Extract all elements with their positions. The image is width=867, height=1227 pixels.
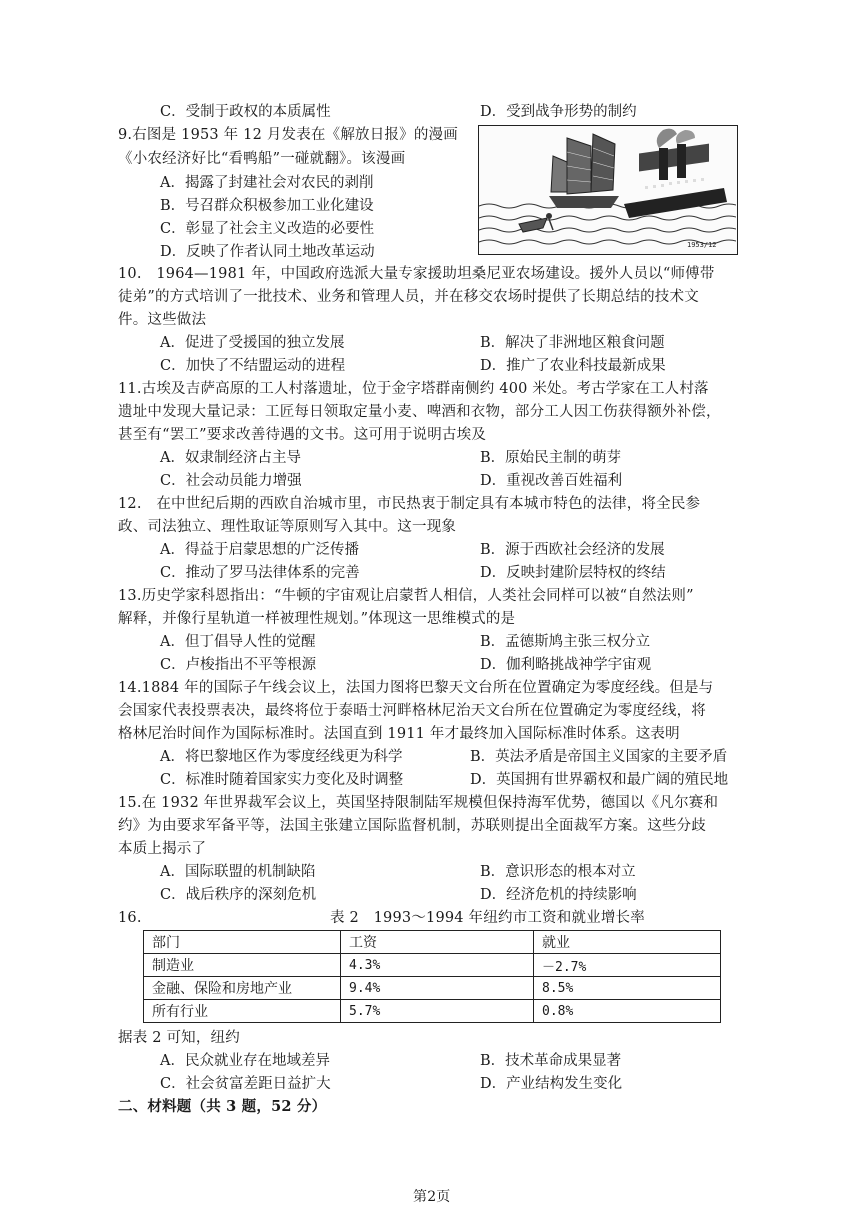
q13-option-c: C．卢梭指出不平等根源 (160, 657, 317, 673)
q15-option-c: C．战后秩序的深刻危机 (160, 887, 317, 903)
small-boat-icon (519, 213, 553, 232)
table-header-cell: 就业 (534, 931, 721, 954)
q13-stem-line1: 13.历史学家科恩指出：“牛顿的宇宙观让启蒙哲人相信，人类社会同样可以被“自然法则” (118, 588, 694, 604)
q9-option-b: B．号召群众积极参加工业化建设 (160, 198, 374, 214)
table-cell: 0.8% (534, 1000, 721, 1023)
q11-stem-line3: 甚至有“罢工”要求改善待遇的文书。这可用于说明古埃及 (118, 427, 487, 443)
q10-option-a: A．促进了受援国的独立发展 (160, 335, 345, 351)
q9-stem-line2: 《小农经济好比“看鸭船”一碰就翻》。该漫画 (118, 151, 406, 167)
table-header-row (144, 931, 721, 954)
q10-stem-line3: 件。这些做法 (118, 312, 207, 328)
q15-option-a: A．国际联盟的机制缺陷 (160, 864, 316, 880)
q16-option-d: D．产业结构发生变化 (480, 1076, 623, 1092)
q11-stem-line1: 11.古埃及吉萨高原的工人村落遗址，位于金字塔群南侧约 400 米处。考古学家在工人村落 (118, 381, 709, 397)
table-cell: 8.5% (534, 977, 721, 1000)
q8-option-d: D．受到战争形势的制约 (480, 104, 637, 120)
q12-stem-line2: 政、司法独立、理性取证等原则写入其中。这一现象 (118, 519, 457, 535)
q10-stem-line2: 徒弟”的方式培训了一批技术、业务和管理人员，并在移交农场时提供了长期总结的技术文 (118, 289, 699, 305)
q9-option-d: D．反映了作者认同土地改革运动 (160, 244, 375, 260)
q16-option-b: B．技术革命成果显著 (480, 1053, 622, 1069)
q13-stem-line2: 解释，并像行星轨道一样被理性规划。”体现这一思维模式的是 (118, 611, 516, 627)
q12-stem-line1: 12. 在中世纪后期的西欧自治城市里，市民热衷于制定具有本城市特色的法律，将全民参 (118, 496, 701, 512)
table-cell: 所有行业 (144, 1000, 341, 1023)
wage-employment-table (143, 930, 721, 1023)
q16-option-a: A．民众就业存在地域差异 (160, 1053, 330, 1069)
q11-option-d: D．重视改善百姓福利 (480, 473, 623, 489)
q11-option-a: A．奴隶制经济占主导 (160, 450, 301, 466)
table-row (144, 954, 721, 977)
q16-stem: 据表 2 可知，纽约 (118, 1030, 240, 1046)
table-cell: －2.7% (534, 954, 721, 977)
steamship-icon (624, 129, 727, 218)
q10-option-d: D．推广了农业科技最新成果 (480, 358, 666, 374)
q15-option-b: B．意识形态的根本对立 (480, 864, 636, 880)
section-heading: 二、材料题（共 3 题，52 分） (118, 1098, 327, 1115)
table-cell: 制造业 (144, 954, 341, 977)
table-row (144, 1000, 721, 1023)
q12-option-b: B．源于西欧社会经济的发展 (480, 542, 665, 558)
q14-stem-line1: 14.1884 年的国际子午线会议上，法国力图将巴黎天文台所在位置确定为零度经线。但是与 (118, 680, 714, 696)
table-header-cell: 部门 (144, 931, 341, 954)
q14-option-a: A．将巴黎地区作为零度经线更为科学 (160, 749, 403, 765)
q9-option-c: C．彰显了社会主义改造的必要性 (160, 221, 375, 237)
q14-option-c: C．标准时随着国家实力变化及时调整 (160, 772, 404, 788)
q11-stem-line2: 遗址中发现大量记录：工匠每日领取定量小麦、啤酒和衣物，部分工人因工伤获得额外补偿， (118, 404, 721, 420)
table-header-cell: 工资 (341, 931, 534, 954)
q16-option-c: C．社会贫富差距日益扩大 (160, 1076, 331, 1092)
q14-stem-line3: 格林尼治时间作为国际标准时。法国直到 1911 年才最终加入国际标准时体系。这表明 (118, 726, 680, 742)
q13-option-d: D．伽利略挑战神学宇宙观 (480, 657, 652, 673)
page-number: 第2页 (413, 1189, 451, 1205)
cartoon-illustration (478, 125, 738, 255)
q11-option-b: B．原始民主制的萌芽 (480, 450, 622, 466)
q14-stem-line2: 会国家代表投票表决，最终将位于泰晤士河畔格林尼治天文台所在位置确定为零度经线，将 (118, 703, 706, 719)
q15-stem-line1: 15.在 1932 年世界裁军会议上，英国坚持限制陆军规模但保持海军优势，德国以《凡尔赛和 (118, 795, 719, 811)
q12-option-d: D．反映封建阶层特权的终结 (480, 565, 666, 581)
q12-option-c: C．推动了罗马法律体系的完善 (160, 565, 360, 581)
q9-stem-line1: 9.右图是 1953 年 12 月发表在《解放日报》的漫画 (118, 127, 458, 143)
table-row (144, 977, 721, 1000)
q12-option-a: A．得益于启蒙思想的广泛传播 (160, 542, 359, 558)
q13-option-b: B．孟德斯鸠主张三权分立 (480, 634, 651, 650)
q15-stem-line3: 本质上揭示了 (118, 841, 207, 857)
table-cell: 5.7% (341, 1000, 534, 1023)
q15-option-d: D．经济危机的持续影响 (480, 887, 637, 903)
table-cell: 4.3% (341, 954, 534, 977)
q14-option-b: B．英法矛盾是帝国主义国家的主要矛盾 (470, 749, 728, 765)
junk-boat-icon (549, 134, 619, 208)
q10-stem-line1: 10. 1964—1981 年，中国政府选派大量专家援助坦桑尼亚农场建设。援外人员以“师傅带 (118, 266, 715, 282)
table-cell: 9.4% (341, 977, 534, 1000)
cartoon-date: 1953/12 (687, 241, 717, 249)
q11-option-c: C．社会动员能力增强 (160, 473, 302, 489)
q10-option-c: C．加快了不结盟运动的进程 (160, 358, 346, 374)
q16-number: 16. (118, 910, 142, 926)
q15-stem-line2: 约》为由要求军备平等，法国主张建立国际监督机制，苏联则提出全面裁军方案。这些分歧 (118, 818, 706, 834)
q10-option-b: B．解决了非洲地区粮食问题 (480, 335, 665, 351)
q14-option-d: D．英国拥有世界霸权和最广阔的殖民地 (470, 772, 729, 788)
q13-option-a: A．但丁倡导人性的觉醒 (160, 634, 316, 650)
q16-table-caption: 表 2 1993～1994 年纽约市工资和就业增长率 (330, 910, 645, 926)
q8-option-c: C．受制于政权的本质属性 (160, 104, 331, 120)
q9-option-a: A．揭露了封建社会对农民的剥削 (160, 175, 374, 191)
table-cell: 金融、保险和房地产业 (144, 977, 341, 1000)
